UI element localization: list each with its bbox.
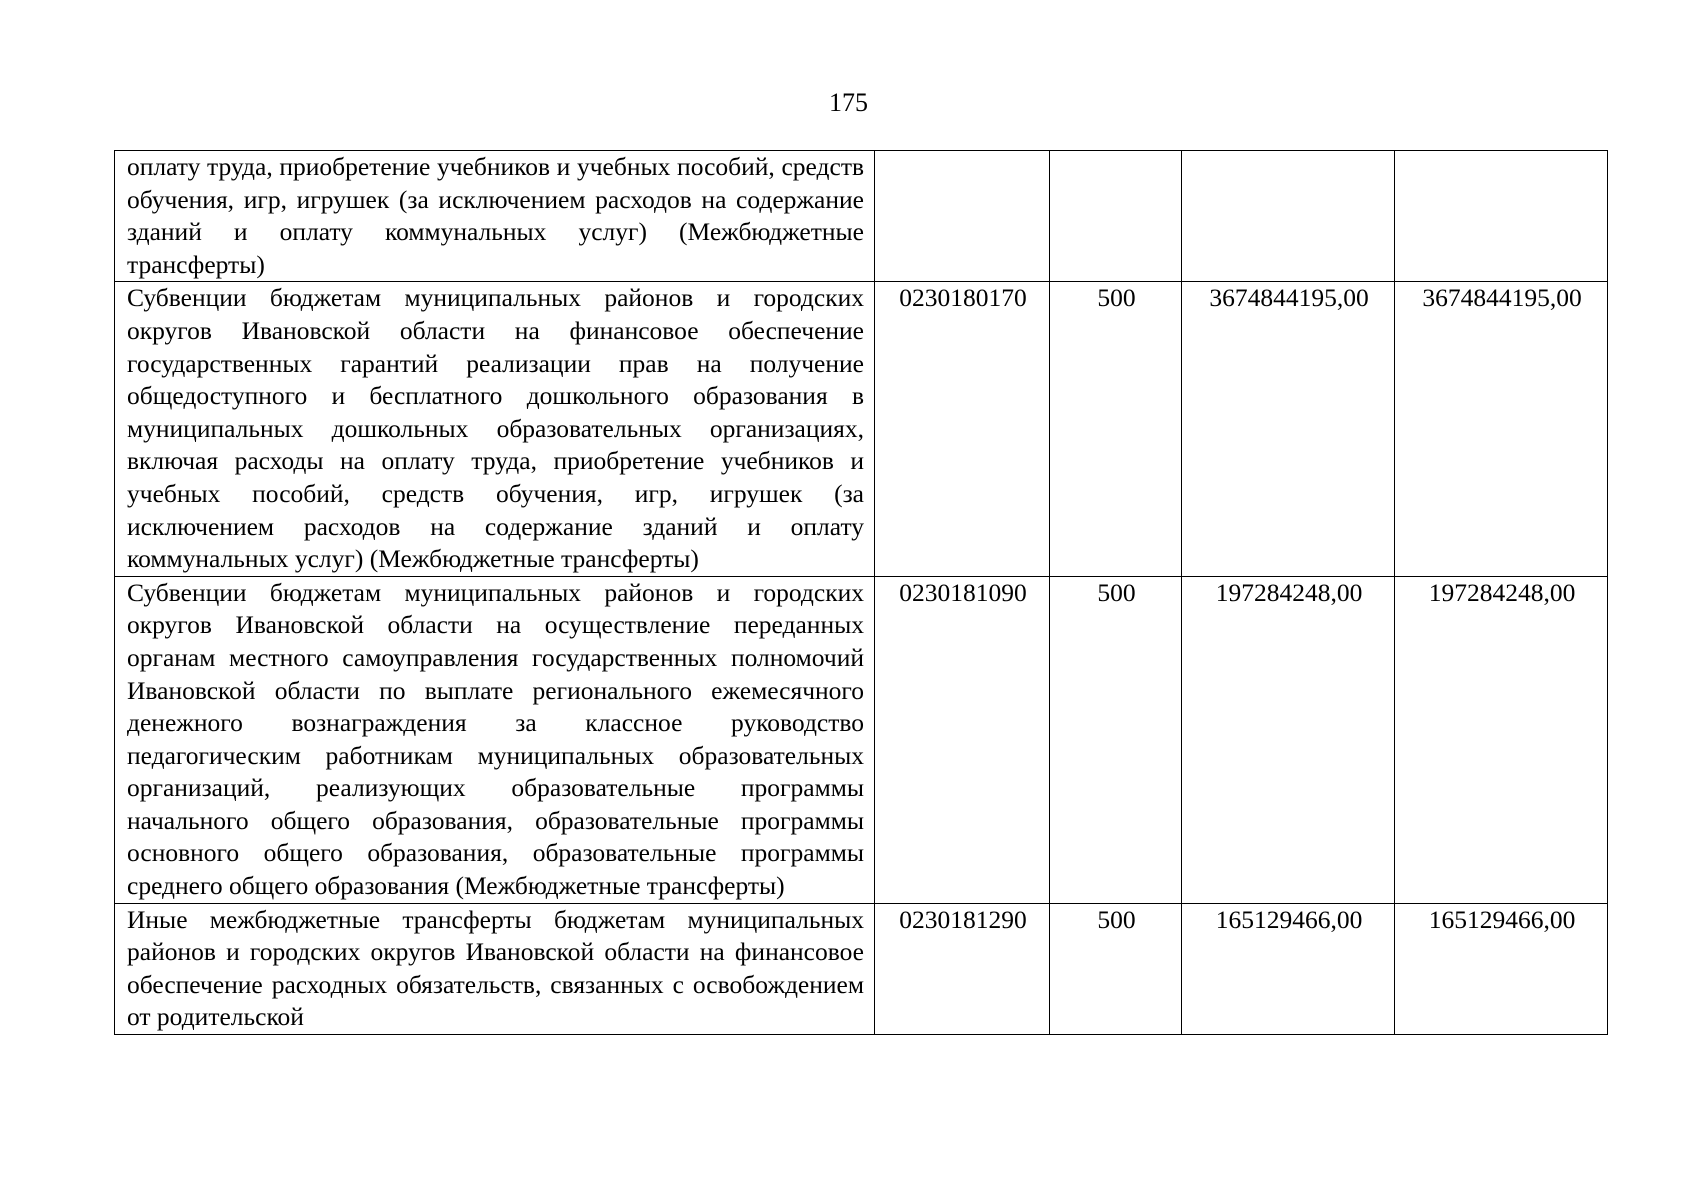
row-sum-2-cell: 197284248,00 [1395, 576, 1608, 903]
row-sum-1-cell [1182, 151, 1395, 282]
row-expense-type-cell: 500 [1050, 576, 1182, 903]
table-row [115, 282, 1608, 576]
row-sum-2-cell: 165129466,00 [1395, 903, 1608, 1034]
row-expense-type-cell: 500 [1050, 282, 1182, 576]
row-sum-2-cell: 3674844195,00 [1395, 282, 1608, 576]
row-code-cell [875, 151, 1050, 282]
row-sum-1-cell: 165129466,00 [1182, 903, 1395, 1034]
table-row [115, 576, 1608, 903]
row-sum-2-cell [1395, 151, 1608, 282]
page-number: 175 [829, 88, 868, 117]
row-code-cell: 0230180170 [875, 282, 1050, 576]
row-name-cell: Иные межбюджетные трансферты бюджетам муниципальных районов и городских округов Ивановской области на финансовое обеспечение расходных обязательств, связанных с освобождением от родительской [115, 903, 875, 1034]
row-expense-type-cell [1050, 151, 1182, 282]
row-name-cell: Субвенции бюджетам муниципальных районов и городских округов Ивановской области на финансовое обеспечение государственных гарантий реализации прав на получение общедоступного и бесплатного дошкольного образования в муниципальных дошкольных образовательных организациях, включая расходы на оплату труда, приобретение учебников и учебных пособий, средств обучения, игр, игрушек (за исключением расходов на содержание зданий и оплату коммунальных услуг) (Межбюджетные трансферты) [115, 282, 875, 576]
row-code-cell: 0230181290 [875, 903, 1050, 1034]
row-sum-1-cell: 3674844195,00 [1182, 282, 1395, 576]
row-code-cell: 0230181090 [875, 576, 1050, 903]
row-name-cell: Субвенции бюджетам муниципальных районов и городских округов Ивановской области на осуществление переданных органам местного самоуправления государственных полномочий Ивановской области по выплате регионального ежемесячного денежного вознаграждения за классное руководство педагогическим работникам муниципальных образовательных организаций, реализующих образовательные программы начального общего образования, образовательные программы основного общего образования, образовательные программы среднего общего образования (Межбюджетные трансферты) [115, 576, 875, 903]
budget-table [114, 150, 1608, 1035]
row-sum-1-cell: 197284248,00 [1182, 576, 1395, 903]
table-row [115, 903, 1608, 1034]
row-expense-type-cell: 500 [1050, 903, 1182, 1034]
row-name-cell: оплату труда, приобретение учебников и учебных пособий, средств обучения, игр, игрушек (за исключением расходов на содержание зданий и оплату коммунальных услуг) (Межбюджетные трансферты) [115, 151, 875, 282]
table-row [115, 151, 1608, 282]
